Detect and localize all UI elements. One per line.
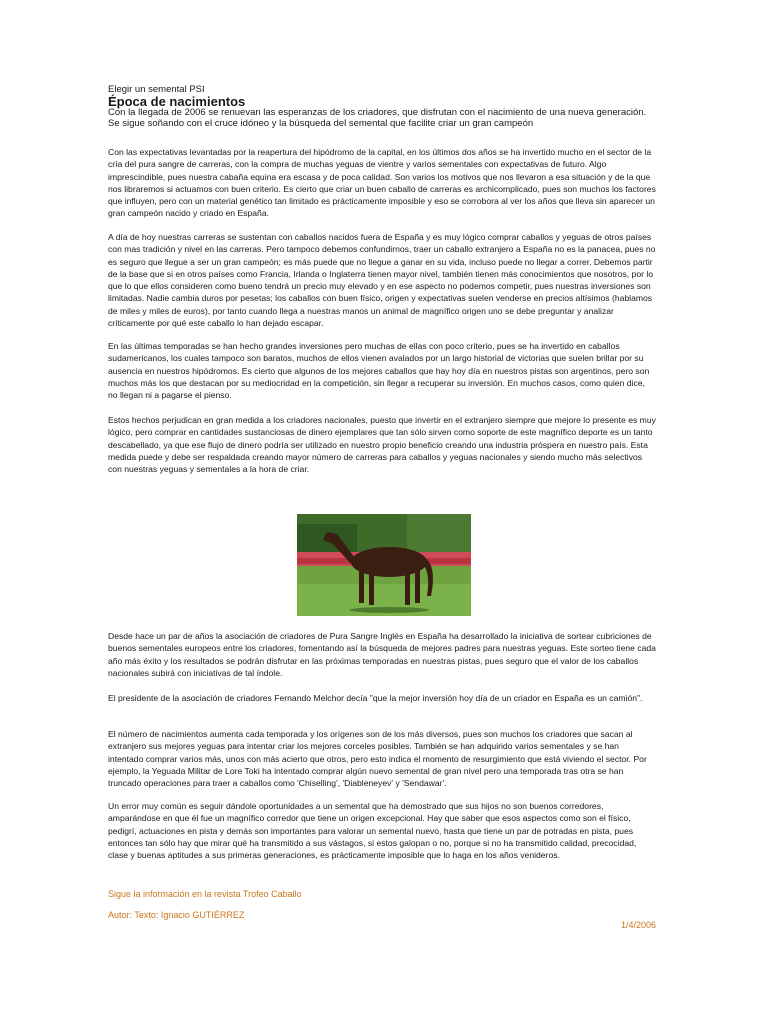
paragraph-5: Desde hace un par de años la asociación de criadores de Pura Sangre Inglés en España ha desarrollado la iniciativa de sortear cubriciones de buenos sementales europeos entre los criadores, fomentando así la búsqueda de mejores padres para nuestras yeguas. Este sorteo tiene cada año más éxito y los resultados se podrán disfrutar en las próximas temporadas en nuestras pistas, pues seguro que el valor de los caballos nacionales subirá con iniciativas de tal índole. — [108, 631, 656, 678]
publish-date: 1/4/2006 — [620, 920, 656, 930]
intro-text: Con la llegada de 2006 se renuevan las esperanzas de los criadores, que disfrutan con el nacimiento de una nueva generación. Se sigue soñando con el cruce idóneo y la búsqueda del semental que facilite criar un gran campeón — [108, 107, 647, 129]
paragraph-6: El presidente de la asociación de criadores Fernando Melchor decía "que la mejor inversión hoy día de un criador en España es un camión". — [108, 693, 643, 703]
horse-image — [297, 514, 471, 616]
paragraph-3: En las últimas temporadas se han hecho grandes inversiones pero muchas de ellas con poco criterio, pues se ha invertido en caballos sudamericanos, los cuales tampoco son baratos, muchos de ellos vienen avalados por un largo historial de victorias que suelen brillar por su ausencia en nuestros hipódromos. Es cierto que algunos de los mejores caballos que hay hoy día en nuestros pistas son argentinos, pero son muchos más los que destacan por su mediocridad en la competición, sin llegar a recuperar su inversión. En muchos casos, como quien dice, no llegan ni a pagarse el pienso. — [108, 341, 650, 401]
paragraph-8: Un error muy común es seguir dándole oportunidades a un semental que ha demostrado que sus hijos no son buenos corredores, amparándose en que él fue un magnífico corredor que tiene un origen excepcional. Hay que saber que esos aspectos como son el físico, pedigrí, actuaciones en pista y demás son importantes para valorar un semental nuevo, hasta que tiene un par de potradas en pista, pues entonces tan sólo hay que mirar qué ha transmitido a sus vástagos, si estos galopan o no, porque si no ha transmitido calidad, precocidad, clase y buenas aptitudes a sus primeras generaciones, es prácticamente imposible que lo haga en los años venideros. — [108, 801, 637, 861]
paragraph-2: A día de hoy nuestras carreras se sustentan con caballos nacidos fuera de España y es muy lógico comprar caballos y yeguas de otros países con mas tradición y nivel en las carreras. Pero tampoco debemos confundirnos, traer un caballo extranjero a España no es la panacea, pues no es seguro que llegue a ser un gran campeón; es más puede que no llegue a ganar en su vida, incluso puede no llegar a correr. Debemos partir de la base que si en otros países como Francia, Irlanda o Inglaterra tienen mayor nivel, también tienen más conocimientos que nosotros, por lo que lo que ellos consideren como bueno tendrá un precio muy elevado y en ese aspecto no podemos competir, pues nuestras inversiones son limitadas. Nadie cambia duros por pesetas; los caballos con buen físico, origen y expectativas suelen venderse en precios altísimos (hablamos de miles y miles de euros), por tanto cuando llega a nuestras manos un animal de magnífico origen uno se debe preguntar y analizar críticamente por qué este caballo lo han dejado escapar. — [108, 232, 656, 329]
article — [108, 84, 656, 930]
author-credit: Autor: Texto: Ignacio GUTIÉRREZ — [108, 910, 245, 920]
paragraph-7: El número de nacimientos aumenta cada temporada y los orígenes son de los más diversos, pues son muchos los criadores que sacan al extranjero sus mejores yeguas para intentar criar los mejores corceles posibles. También se han adquirido varios sementales y se han intentado comprar varios más, unos con más acierto que otros, pero esto indica el momento de resurgimiento que está viviendo el sector. Por ejemplo, la Yeguada Militar de Lore Toki ha intentado comprar algún nuevo semental de gran nivel pero una temporada tras otra se han truncado operaciones para traer a caballos como 'Chiselling', 'Diableneyev' y 'Sendawar'. — [108, 729, 647, 789]
breadcrumb[interactable]: Elegir un semental PSI — [108, 84, 205, 95]
paragraph-4: Estos hechos perjudican en gran medida a los criadores nacionales, puesto que invertir en el extranjero siempre que mejore lo presente es muy lógico, pero comprar en cantidades sustanciosas de dinero ejemplares que tan sólo sirven como soporte de este magnífico deporte es un tanto descabellado, ya que ese flujo de dinero podría ser utilizado en nuestro propio beneficio creando una industria próspera en nuestro país. Esta medida puede y debe ser respaldada creando mayor número de carreras para caballos y yeguas nacionales y siendo mucho más selectivos con nuestras yeguas y sementales a la hora de criar. — [108, 415, 656, 475]
horse-photo — [297, 514, 471, 616]
page-title: Época de nacimientos — [108, 94, 246, 109]
paragraph-1: Con las expectativas levantadas por la reapertura del hipódromo de la capital, en los últimos dos años se ha invertido mucho en el sector de la cría del pura sangre de carreras, con la compra de muchas yeguas de vientre y varios sementales con expectativas de futuro. Algo imprescindible, pues nuestra cabaña equina era escasa y de poca calidad. Son varios los motivos que nos llevaron a esa situación y de la que nos libraremos si actuamos con buen criterio. Es cierto que criar un buen caballo de carreras es archicomplicado, pues son muchos los factores que influyen, pero con un material genético tan limitado es prácticamente imposible y eso se corrobora al ver los años que lleva sin aparecer un gran campeón nacido y criado en España. — [108, 147, 656, 219]
source-link[interactable]: Sigue la información en la revista Trofeo Caballo — [108, 889, 302, 899]
